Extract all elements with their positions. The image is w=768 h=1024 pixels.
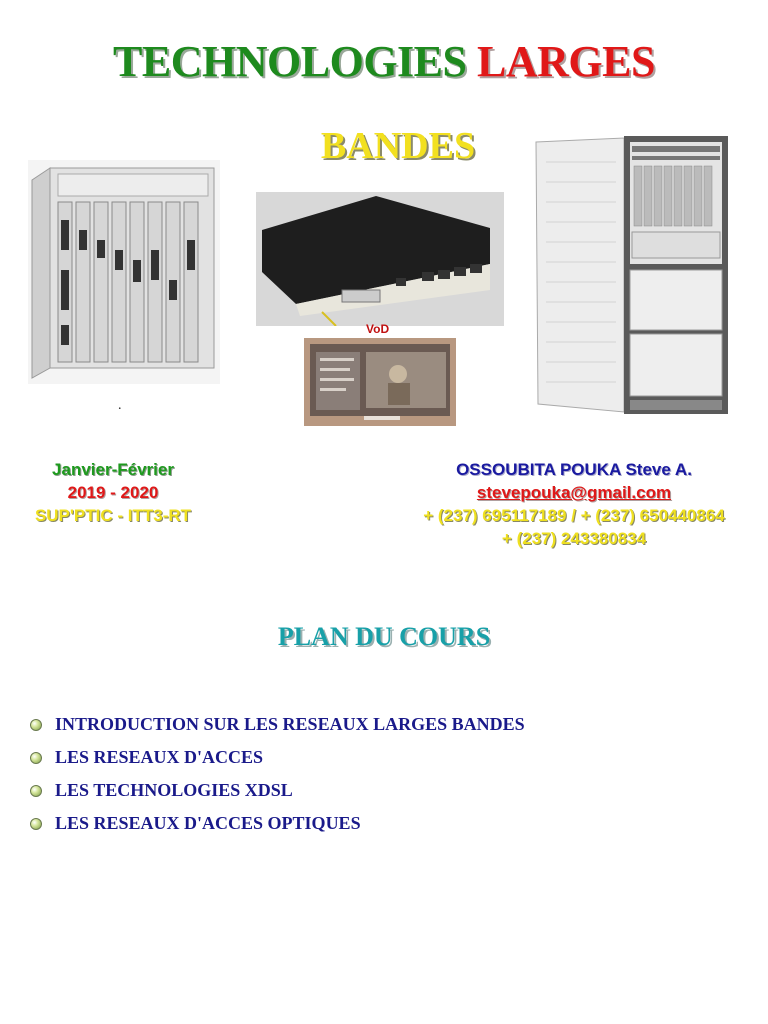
bullet-icon [30, 719, 42, 731]
plan-item-label: LES RESEAUX D'ACCES [55, 747, 264, 767]
list-item [30, 741, 525, 774]
list-item [30, 807, 525, 840]
list-item [30, 774, 525, 807]
course-period: Janvier-Février [52, 460, 174, 479]
list-item [30, 708, 525, 741]
server-cabinet-icon [532, 132, 732, 418]
course-school: SUP'PTIC - ITT3-RT [34, 506, 192, 525]
vod-label: VoD [366, 322, 390, 336]
bullet-icon [30, 785, 42, 797]
author-phones-2: + (237) 243380834 [501, 529, 647, 548]
plan-title: PLAN DU COURS [277, 622, 491, 651]
author-phones-1: + (237) 695117189 / + (237) 650440864 [423, 506, 725, 525]
bullet-icon [30, 752, 42, 764]
title-part1: TECHNOLOGIES [113, 37, 467, 86]
tv-screen-icon [304, 338, 456, 426]
equipment-rack-icon [28, 160, 220, 384]
author-info [396, 458, 752, 550]
course-years: 2019 - 2020 [67, 483, 159, 502]
bullet-icon [30, 818, 42, 830]
course-info [0, 458, 226, 527]
title-part2: LARGES [476, 37, 655, 86]
page-subtitle: BANDES [320, 125, 476, 167]
router-icon [256, 192, 504, 326]
decorative-dot: . [118, 398, 122, 413]
plan-list [30, 708, 525, 840]
plan-item-label: LES TECHNOLOGIES XDSL [55, 780, 293, 800]
plan-item-label: INTRODUCTION SUR LES RESEAUX LARGES BANDES [55, 714, 525, 734]
page-title [0, 36, 768, 87]
plan-item-label: LES RESEAUX D'ACCES OPTIQUES [55, 813, 361, 833]
author-name: OSSOUBITA POUKA Steve A. [456, 460, 692, 479]
author-email[interactable]: stevepouka@gmail.com [476, 483, 672, 502]
